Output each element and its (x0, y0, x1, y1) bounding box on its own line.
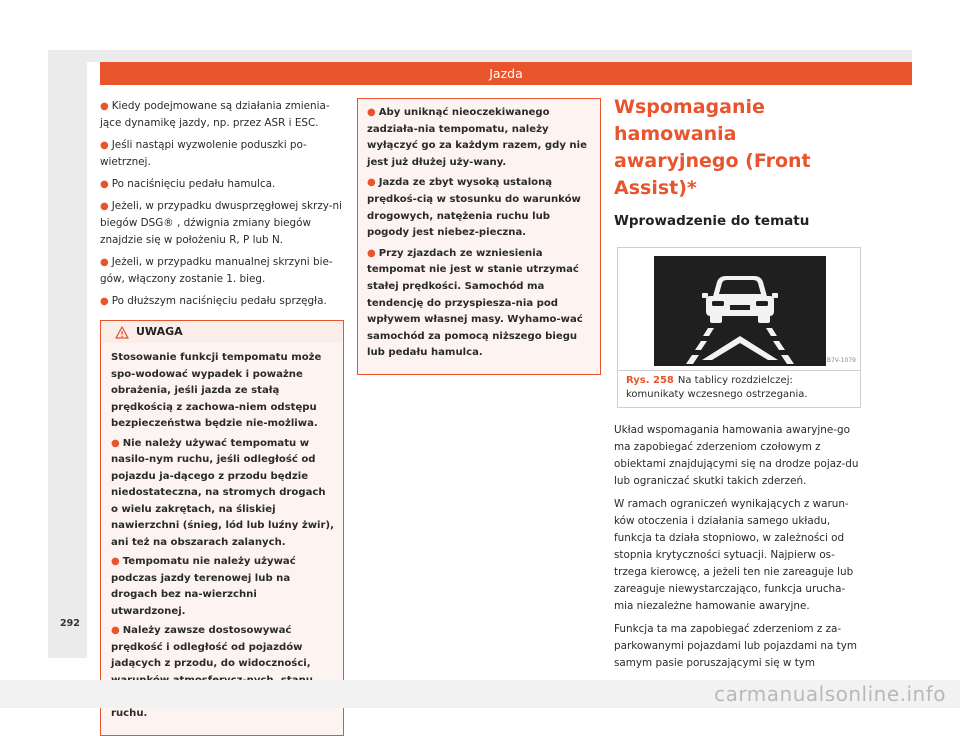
warning-title: UWAGA (136, 325, 183, 338)
bullet-icon: ● (111, 625, 120, 636)
chapter-header: Jazda (100, 62, 912, 85)
column-middle (357, 98, 601, 375)
watermark: carmanualsonline.info (714, 682, 946, 706)
body-text (614, 422, 864, 672)
bullet-icon: ● (111, 437, 120, 449)
bullet-icon: ● (100, 201, 109, 212)
warning-continuation-box (357, 98, 601, 375)
warning-item: ● Należy zawsze dostosowywać prędkość i odległość od pojazdów jadących z przodu, do widoczności, ruchu. (111, 625, 311, 719)
section-heading: Wspomaganie hamowania awaryjnego (Front Assist)* (614, 96, 811, 199)
figure-label: Rys. 258 (626, 375, 674, 386)
warning-box (100, 320, 344, 736)
warning-item: ● Tempomatu nie należy używać podczas jazdy terenowej lub na drogach bez na-wierzchni utwardzonej. (111, 556, 296, 617)
bullet-icon: ● (100, 296, 109, 307)
warning-intro: Stosowanie funkcji tempomatu może spo-wodować wypadek i poważne obrażenia, jeśli jazda ze stałą prędkością z zachowa-niem odstępu bezpieczeństwa będzie nie-możliwa. (111, 352, 322, 429)
bullet-icon: ● (100, 101, 109, 112)
list-item: ● Jeżeli, w przypadku manualnej skrzyni bie-gów, włączony zostanie 1. bieg. (100, 256, 333, 285)
warning-header (101, 321, 343, 343)
warning-item: ● Nie należy używać tempomatu w nasilo-nym ruchu, jeśli odległość od pojazdu ja-dącego z przodu będzie niedostateczna, na stromych drogach o wielu zakrętach, na śliskiej nawierzchni (śnieg, lód lub luźny żwir), ani też na obszarach zalanych. (111, 437, 334, 548)
bullet-icon: ● (100, 179, 109, 190)
warning-item: ● Jazda ze zbyt wysoką ustaloną prędkoś-cią w stosunku do warunków drogowych, natężenia ruchu lub pogody jest niebez-pieczna. (367, 177, 581, 239)
list-item: ● Jeżeli, w przypadku dwusprzęgłowej skrzy-ni biegów DSG® , dźwignia zmiany biegów znajdzie się w położeniu R, P lub N. (100, 200, 342, 246)
bullet-icon: ● (100, 257, 109, 268)
list-item: ● Jeśli nastąpi wyzwolenie poduszki po-wietrznej. (100, 139, 307, 168)
page-number: 292 (60, 618, 80, 629)
bullet-icon: ● (367, 177, 376, 189)
list-item: ● Kiedy podejmowane są działania zmienia-jące dynamikę jazdy, np. przez ASR i ESC. (100, 100, 330, 129)
figure (617, 247, 861, 371)
paragraph: W ramach ograniczeń wynikających z warun-ków otoczenia i działania samego układu, funkcja ta działa stopniowo, w zależności od stopnia krytyczności sytuacji. Najpierw os-trzega kierowcę, a jeżeli ten nie zareaguje lub zareaguje niewystarczająco, funkcja urucha-mia niezależne hamowanie awaryjne. (614, 498, 854, 612)
dashboard-warning-illustration (654, 256, 826, 366)
bullet-icon: ● (367, 247, 376, 259)
subsection-heading: Wprowadzenie do tematu (614, 213, 810, 229)
caption-text: Na tablicy rozdzielczej: komunikaty wczesnego ostrzegania. (626, 375, 808, 400)
list-item: ● Po naciśnięciu pedału hamulca. (100, 178, 276, 190)
warning-item: ● Przy zjazdach ze wzniesienia tempomat nie jest w stanie utrzymać stałej prędkości. Samochód ma tendencję do przyspiesza-nia pod wpływem własnej masy. Wyhamo-wać samochód za pomocą niższego biegu lub pedału hamulca. (367, 247, 583, 359)
bullet-icon: ● (100, 140, 109, 151)
list-item: ● Po dłuższym naciśnięciu pedału sprzęgła. (100, 295, 327, 307)
column-right (614, 98, 864, 678)
figure-code: B7V-1079 (826, 357, 856, 364)
warning-item: ● Aby uniknąć nieoczekiwanego zadziała-nia tempomatu, należy wyłączyć go za każdym razem, gdy nie jest już dłużej uży-wany. (367, 107, 587, 168)
figure-caption (617, 371, 861, 408)
paragraph: Układ wspomagania hamowania awaryjne-go ma zapobiegać zderzeniom czołowym z obiektami znajdującymi się na drodze pojaz-du lub ograniczać skutki takich zderzeń. (614, 424, 859, 487)
paragraph: Funkcja ta ma zapobiegać zderzeniom z za-parkowanymi pojazdami lub pojazdami na tym samym pasie poruszającymi się w tym (614, 623, 857, 669)
bullet-icon: ● (367, 107, 376, 118)
car-front-warning-icon (654, 256, 826, 366)
column-left (100, 98, 344, 736)
warning-triangle-icon (115, 326, 129, 339)
bullet-icon: ● (111, 556, 120, 567)
warning-body (101, 343, 343, 735)
footer-bar (0, 680, 960, 708)
